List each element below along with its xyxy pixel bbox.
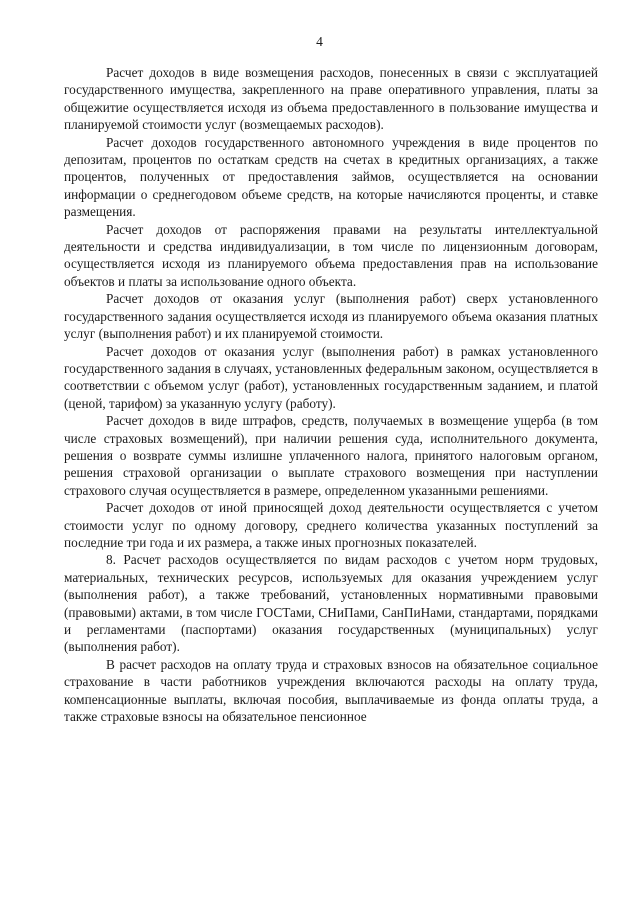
paragraph-interest-income: Расчет доходов государственного автономного учреждения в виде процентов по депозитам, процентов по остаткам средств на счетах в кредитных организациях, а также процентов, полученных от предоставления займов, осуществляется на основании информации о среднегодовом объеме средств, на которые начисляются проценты, и ставке размещения.: [64, 134, 598, 220]
paragraph-labor-costs: В расчет расходов на оплату труда и страховых взносов на обязательное социальное страхование в части работников учреждения включаются расходы на оплату труда, компенсационные выплаты, включая пособия, выплачиваемые из фонда оплаты труда, а также страховые взносы на обязательное пенсионное: [64, 656, 598, 725]
paragraph-other-income: Расчет доходов от иной приносящей доход деятельности осуществляется с учетом стоимости услуг по одному договору, среднего количества указанных поступлений за последние три года и их размера, а также иных прогнозных показателей.: [64, 500, 598, 550]
paragraph-reimbursement-income: Расчет доходов в виде возмещения расходов, понесенных в связи с эксплуатацией государственного имущества, закрепленного на праве оперативного управления, платы за общежитие осуществляется исходя из объема предоставленного в пользование имущества и планируемой стоимости услуг (возмещаемых расходов).: [64, 65, 598, 133]
paragraph-services-above-state-task: Расчет доходов от оказания услуг (выполнения работ) сверх установленного государственного задания осуществляется исходя из планируемого объема оказания платных услуг (выполнения работ) и их планируемой стоимости.: [64, 291, 598, 342]
page-number: 4: [316, 34, 323, 49]
paragraph-services-within-state-task: Расчет доходов от оказания услуг (выполнения работ) в рамках установленного государственного задания в случаях, установленных федеральным законом, осуществляется в соответствии с объемом услуг (работ), установленных государственным заданием, и платой (ценой, тарифом) за указанную услугу (работу).: [64, 343, 598, 411]
paragraph-intellectual-property-income: Расчет доходов от распоряжения правами на результаты интеллектуальной деятельности и средства индивидуализации, в том числе по лицензионным договорам, осуществляется исходя из планируемого объема предоставления прав на использование объектов и платы за использование одного объекта.: [64, 221, 598, 289]
paragraph-fines-and-damages-income: Расчет доходов в виде штрафов, средств, получаемых в возмещение ущерба (в том числе страховых возмещений), при наличии решения суда, исполнительного документа, решения о возврате суммы излишне уплаченного налога, принятого налоговым органом, решения страховой организации о выплате страхового возмещения при наступлении страхового случая осуществляется в размере, определенном указанными решениями.: [64, 413, 598, 498]
paragraph-expense-calculation: 8. Расчет расходов осуществляется по видам расходов с учетом норм трудовых, материальных, технических ресурсов, используемых для оказания учреждением услуг (выполнения работ), а также требований, установленных нормативными правовыми (правовыми) актами, в том числе ГОСТами, СНиПами, СанПиНами, стандартами, порядками и регламентами (паспортами) оказания государственных (муниципальных) услуг (выполнения работ).: [64, 552, 598, 655]
document-body: [64, 64, 598, 725]
